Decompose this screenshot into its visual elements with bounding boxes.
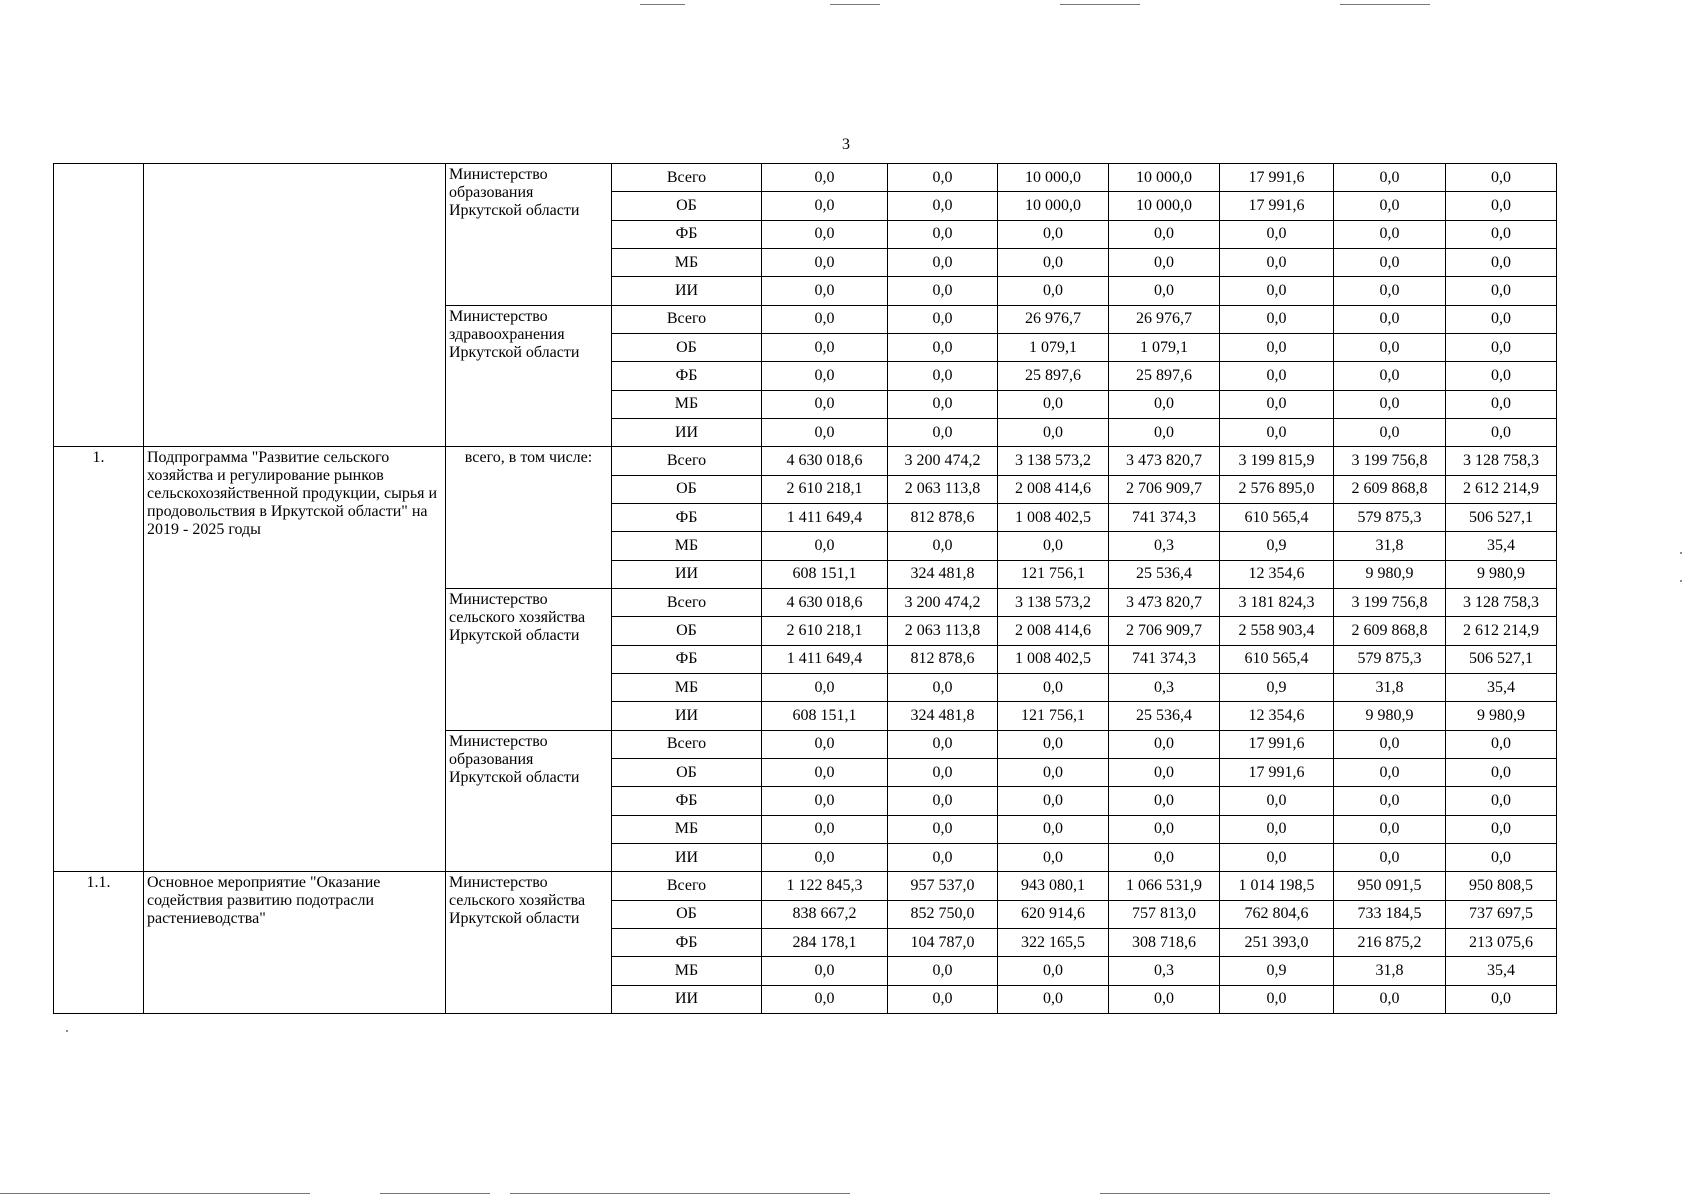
value-cell-2021: 1 008 402,5: [998, 503, 1109, 531]
value-cell-2019: 0,0: [762, 787, 888, 815]
value-cell-2024: 0,0: [1334, 390, 1446, 418]
table-row: [54, 447, 1557, 475]
executor-cell: всего, в том числе:: [446, 447, 612, 589]
value-cell-2025: 0,0: [1446, 730, 1557, 758]
value-cell-2023: 0,0: [1220, 815, 1334, 843]
value-cell-2024: 9 980,9: [1334, 702, 1446, 730]
value-cell-2025: 0,0: [1446, 390, 1557, 418]
value-cell-2021: 10 000,0: [998, 164, 1109, 192]
value-cell-2025: 0,0: [1446, 333, 1557, 361]
value-cell-2024: 0,0: [1334, 220, 1446, 248]
value-cell-2022: 0,0: [1109, 843, 1220, 871]
value-cell-2022: 0,0: [1109, 985, 1220, 1013]
value-cell-2022: 308 718,6: [1109, 928, 1220, 956]
funding-source-cell: ОБ: [612, 758, 762, 786]
value-cell-2024: 0,0: [1334, 730, 1446, 758]
value-cell-2025: 506 527,1: [1446, 645, 1557, 673]
value-cell-2025: 0,0: [1446, 248, 1557, 276]
value-cell-2020: 2 063 113,8: [888, 475, 998, 503]
value-cell-2024: 733 184,5: [1334, 900, 1446, 928]
value-cell-2025: 35,4: [1446, 532, 1557, 560]
value-cell-2023: 0,0: [1220, 985, 1334, 1013]
value-cell-2025: 737 697,5: [1446, 900, 1557, 928]
value-cell-2025: 35,4: [1446, 673, 1557, 701]
value-cell-2024: 0,0: [1334, 192, 1446, 220]
value-cell-2019: 1 122 845,3: [762, 872, 888, 900]
value-cell-2019: 0,0: [762, 248, 888, 276]
value-cell-2019: 0,0: [762, 305, 888, 333]
value-cell-2022: 741 374,3: [1109, 503, 1220, 531]
value-cell-2025: 3 128 758,3: [1446, 447, 1557, 475]
value-cell-2025: 213 075,6: [1446, 928, 1557, 956]
scan-artifact: [510, 1193, 850, 1194]
value-cell-2022: 0,3: [1109, 532, 1220, 560]
value-cell-2021: 1 008 402,5: [998, 645, 1109, 673]
value-cell-2019: 0,0: [762, 418, 888, 446]
value-cell-2024: 2 609 868,8: [1334, 475, 1446, 503]
value-cell-2019: 4 630 018,6: [762, 447, 888, 475]
value-cell-2022: 10 000,0: [1109, 164, 1220, 192]
value-cell-2020: 3 200 474,2: [888, 588, 998, 616]
value-cell-2021: 0,0: [998, 758, 1109, 786]
value-cell-2023: 17 991,6: [1220, 730, 1334, 758]
value-cell-2024: 3 199 756,8: [1334, 447, 1446, 475]
value-cell-2025: 2 612 214,9: [1446, 617, 1557, 645]
value-cell-2023: 2 576 895,0: [1220, 475, 1334, 503]
value-cell-2020: 0,0: [888, 192, 998, 220]
executor-cell: Министерство здравоохранения Иркутской области: [446, 305, 612, 447]
scan-artifact: [380, 1193, 490, 1194]
value-cell-2023: 12 354,6: [1220, 702, 1334, 730]
value-cell-2023: 0,9: [1220, 532, 1334, 560]
value-cell-2023: 0,0: [1220, 305, 1334, 333]
value-cell-2023: 2 558 903,4: [1220, 617, 1334, 645]
value-cell-2024: 31,8: [1334, 532, 1446, 560]
funding-source-cell: ФБ: [612, 787, 762, 815]
value-cell-2021: 2 008 414,6: [998, 617, 1109, 645]
value-cell-2022: 25 536,4: [1109, 560, 1220, 588]
value-cell-2022: 25 536,4: [1109, 702, 1220, 730]
table-row: [54, 164, 1557, 192]
executor-cell: Министерство сельского хозяйства Иркутской области: [446, 872, 612, 1014]
funding-source-cell: ФБ: [612, 362, 762, 390]
value-cell-2020: 852 750,0: [888, 900, 998, 928]
value-cell-2020: 0,0: [888, 220, 998, 248]
value-cell-2021: 2 008 414,6: [998, 475, 1109, 503]
value-cell-2021: 1 079,1: [998, 333, 1109, 361]
value-cell-2019: 0,0: [762, 815, 888, 843]
value-cell-2025: 0,0: [1446, 815, 1557, 843]
funding-source-cell: Всего: [612, 588, 762, 616]
item-name: Подпрограмма "Развитие сельского хозяйства и регулирование рынков сельскохозяйственной продукции, сырья и продовольствия в Иркутской области" на 2019 - 2025 годы: [144, 447, 446, 872]
funding-source-cell: ИИ: [612, 277, 762, 305]
value-cell-2022: 0,0: [1109, 277, 1220, 305]
value-cell-2023: 251 393,0: [1220, 928, 1334, 956]
value-cell-2021: 943 080,1: [998, 872, 1109, 900]
value-cell-2025: 2 612 214,9: [1446, 475, 1557, 503]
value-cell-2020: 0,0: [888, 532, 998, 560]
value-cell-2021: 25 897,6: [998, 362, 1109, 390]
value-cell-2025: 0,0: [1446, 787, 1557, 815]
value-cell-2020: 2 063 113,8: [888, 617, 998, 645]
value-cell-2022: 0,0: [1109, 787, 1220, 815]
value-cell-2020: 0,0: [888, 305, 998, 333]
value-cell-2022: 741 374,3: [1109, 645, 1220, 673]
funding-source-cell: ОБ: [612, 192, 762, 220]
value-cell-2025: 0,0: [1446, 843, 1557, 871]
value-cell-2019: 608 151,1: [762, 560, 888, 588]
value-cell-2022: 26 976,7: [1109, 305, 1220, 333]
value-cell-2025: 950 808,5: [1446, 872, 1557, 900]
value-cell-2024: 3 199 756,8: [1334, 588, 1446, 616]
value-cell-2022: 0,0: [1109, 815, 1220, 843]
funding-source-cell: МБ: [612, 532, 762, 560]
funding-source-cell: МБ: [612, 815, 762, 843]
value-cell-2019: 608 151,1: [762, 702, 888, 730]
value-cell-2023: 0,0: [1220, 787, 1334, 815]
value-cell-2024: 0,0: [1334, 815, 1446, 843]
value-cell-2022: 0,3: [1109, 957, 1220, 985]
value-cell-2020: 0,0: [888, 164, 998, 192]
value-cell-2021: 121 756,1: [998, 702, 1109, 730]
value-cell-2020: 0,0: [888, 957, 998, 985]
scan-artifact: [1680, 580, 1682, 582]
value-cell-2020: 957 537,0: [888, 872, 998, 900]
value-cell-2024: 579 875,3: [1334, 645, 1446, 673]
value-cell-2023: 0,0: [1220, 843, 1334, 871]
item-name: Основное мероприятие "Оказание содействия развитию подотрасли растениеводства": [144, 872, 446, 1014]
value-cell-2022: 3 473 820,7: [1109, 588, 1220, 616]
value-cell-2021: 0,0: [998, 787, 1109, 815]
funding-source-cell: МБ: [612, 673, 762, 701]
value-cell-2023: 17 991,6: [1220, 758, 1334, 786]
value-cell-2019: 4 630 018,6: [762, 588, 888, 616]
funding-source-cell: МБ: [612, 957, 762, 985]
funding-source-cell: ФБ: [612, 928, 762, 956]
value-cell-2023: 610 565,4: [1220, 503, 1334, 531]
value-cell-2024: 579 875,3: [1334, 503, 1446, 531]
value-cell-2022: 1 079,1: [1109, 333, 1220, 361]
value-cell-2023: 0,9: [1220, 957, 1334, 985]
value-cell-2019: 0,0: [762, 390, 888, 418]
funding-source-cell: ФБ: [612, 503, 762, 531]
funding-source-cell: ИИ: [612, 560, 762, 588]
value-cell-2019: 2 610 218,1: [762, 475, 888, 503]
value-cell-2022: 3 473 820,7: [1109, 447, 1220, 475]
value-cell-2024: 0,0: [1334, 362, 1446, 390]
value-cell-2022: 0,0: [1109, 758, 1220, 786]
value-cell-2023: 0,0: [1220, 220, 1334, 248]
value-cell-2025: 0,0: [1446, 362, 1557, 390]
value-cell-2023: 17 991,6: [1220, 164, 1334, 192]
scan-artifact: [1340, 4, 1430, 5]
value-cell-2021: 3 138 573,2: [998, 588, 1109, 616]
value-cell-2019: 838 667,2: [762, 900, 888, 928]
funding-source-cell: ИИ: [612, 843, 762, 871]
funding-source-cell: ОБ: [612, 475, 762, 503]
item-number: [54, 164, 144, 447]
value-cell-2020: 0,0: [888, 758, 998, 786]
budget-table: [53, 163, 1557, 1014]
value-cell-2021: 0,0: [998, 815, 1109, 843]
value-cell-2024: 2 609 868,8: [1334, 617, 1446, 645]
page-number: 3: [842, 136, 850, 153]
value-cell-2023: 3 181 824,3: [1220, 588, 1334, 616]
funding-source-cell: Всего: [612, 305, 762, 333]
value-cell-2020: 0,0: [888, 843, 998, 871]
value-cell-2025: 506 527,1: [1446, 503, 1557, 531]
value-cell-2023: 762 804,6: [1220, 900, 1334, 928]
value-cell-2022: 0,0: [1109, 730, 1220, 758]
value-cell-2019: 0,0: [762, 985, 888, 1013]
value-cell-2023: 0,0: [1220, 333, 1334, 361]
value-cell-2021: 0,0: [998, 957, 1109, 985]
scan-artifact: [0, 1193, 310, 1194]
value-cell-2020: 3 200 474,2: [888, 447, 998, 475]
value-cell-2024: 0,0: [1334, 758, 1446, 786]
value-cell-2019: 0,0: [762, 843, 888, 871]
value-cell-2021: 620 914,6: [998, 900, 1109, 928]
value-cell-2022: 0,0: [1109, 248, 1220, 276]
value-cell-2019: 0,0: [762, 957, 888, 985]
value-cell-2023: 3 199 815,9: [1220, 447, 1334, 475]
value-cell-2022: 0,0: [1109, 220, 1220, 248]
value-cell-2019: 284 178,1: [762, 928, 888, 956]
value-cell-2021: 0,0: [998, 220, 1109, 248]
value-cell-2021: 0,0: [998, 985, 1109, 1013]
item-name: [144, 164, 446, 447]
executor-cell: Министерство образования Иркутской области: [446, 164, 612, 306]
value-cell-2025: 9 980,9: [1446, 560, 1557, 588]
value-cell-2025: 9 980,9: [1446, 702, 1557, 730]
value-cell-2022: 2 706 909,7: [1109, 475, 1220, 503]
value-cell-2021: 322 165,5: [998, 928, 1109, 956]
value-cell-2022: 0,0: [1109, 418, 1220, 446]
funding-source-cell: МБ: [612, 390, 762, 418]
value-cell-2021: 0,0: [998, 843, 1109, 871]
value-cell-2024: 0,0: [1334, 333, 1446, 361]
value-cell-2025: 0,0: [1446, 418, 1557, 446]
value-cell-2025: 0,0: [1446, 164, 1557, 192]
value-cell-2020: 0,0: [888, 815, 998, 843]
value-cell-2020: 0,0: [888, 985, 998, 1013]
value-cell-2020: 324 481,8: [888, 560, 998, 588]
value-cell-2023: 0,0: [1220, 248, 1334, 276]
value-cell-2020: 0,0: [888, 418, 998, 446]
value-cell-2021: 0,0: [998, 277, 1109, 305]
value-cell-2024: 0,0: [1334, 985, 1446, 1013]
funding-source-cell: ОБ: [612, 617, 762, 645]
value-cell-2023: 610 565,4: [1220, 645, 1334, 673]
value-cell-2022: 0,3: [1109, 673, 1220, 701]
value-cell-2020: 0,0: [888, 248, 998, 276]
value-cell-2024: 950 091,5: [1334, 872, 1446, 900]
scan-artifact: [1060, 4, 1140, 5]
value-cell-2020: 0,0: [888, 673, 998, 701]
value-cell-2023: 0,0: [1220, 362, 1334, 390]
value-cell-2020: 812 878,6: [888, 503, 998, 531]
value-cell-2024: 0,0: [1334, 418, 1446, 446]
value-cell-2024: 0,0: [1334, 787, 1446, 815]
value-cell-2025: 0,0: [1446, 192, 1557, 220]
value-cell-2024: 31,8: [1334, 673, 1446, 701]
value-cell-2024: 216 875,2: [1334, 928, 1446, 956]
value-cell-2021: 0,0: [998, 248, 1109, 276]
value-cell-2024: 0,0: [1334, 843, 1446, 871]
value-cell-2021: 0,0: [998, 532, 1109, 560]
value-cell-2019: 0,0: [762, 673, 888, 701]
value-cell-2025: 35,4: [1446, 957, 1557, 985]
value-cell-2019: 1 411 649,4: [762, 503, 888, 531]
value-cell-2019: 0,0: [762, 333, 888, 361]
scan-artifact: [66, 1030, 68, 1032]
funding-source-cell: ИИ: [612, 702, 762, 730]
value-cell-2023: 0,0: [1220, 277, 1334, 305]
value-cell-2023: 0,0: [1220, 390, 1334, 418]
value-cell-2025: 0,0: [1446, 277, 1557, 305]
value-cell-2021: 0,0: [998, 730, 1109, 758]
value-cell-2022: 25 897,6: [1109, 362, 1220, 390]
value-cell-2021: 10 000,0: [998, 192, 1109, 220]
funding-source-cell: ФБ: [612, 220, 762, 248]
value-cell-2023: 0,9: [1220, 673, 1334, 701]
value-cell-2023: 0,0: [1220, 418, 1334, 446]
value-cell-2025: 0,0: [1446, 758, 1557, 786]
value-cell-2021: 3 138 573,2: [998, 447, 1109, 475]
value-cell-2021: 26 976,7: [998, 305, 1109, 333]
value-cell-2023: 12 354,6: [1220, 560, 1334, 588]
value-cell-2019: 2 610 218,1: [762, 617, 888, 645]
scan-artifact: [640, 4, 685, 5]
value-cell-2019: 1 411 649,4: [762, 645, 888, 673]
value-cell-2019: 0,0: [762, 277, 888, 305]
funding-source-cell: ОБ: [612, 900, 762, 928]
value-cell-2020: 0,0: [888, 333, 998, 361]
value-cell-2021: 0,0: [998, 673, 1109, 701]
value-cell-2022: 0,0: [1109, 390, 1220, 418]
value-cell-2024: 0,0: [1334, 248, 1446, 276]
funding-source-cell: ОБ: [612, 333, 762, 361]
value-cell-2019: 0,0: [762, 532, 888, 560]
item-number: 1.1.: [54, 872, 144, 1014]
value-cell-2024: 31,8: [1334, 957, 1446, 985]
value-cell-2022: 1 066 531,9: [1109, 872, 1220, 900]
value-cell-2019: 0,0: [762, 192, 888, 220]
table-row: [54, 872, 1557, 900]
value-cell-2019: 0,0: [762, 220, 888, 248]
value-cell-2024: 0,0: [1334, 305, 1446, 333]
value-cell-2025: 0,0: [1446, 305, 1557, 333]
scan-artifact: [830, 4, 880, 5]
value-cell-2022: 2 706 909,7: [1109, 617, 1220, 645]
value-cell-2020: 0,0: [888, 277, 998, 305]
value-cell-2020: 0,0: [888, 362, 998, 390]
value-cell-2025: 3 128 758,3: [1446, 588, 1557, 616]
value-cell-2020: 812 878,6: [888, 645, 998, 673]
value-cell-2019: 0,0: [762, 362, 888, 390]
value-cell-2024: 0,0: [1334, 277, 1446, 305]
value-cell-2020: 324 481,8: [888, 702, 998, 730]
value-cell-2021: 121 756,1: [998, 560, 1109, 588]
value-cell-2024: 9 980,9: [1334, 560, 1446, 588]
executor-cell: Министерство образования Иркутской области: [446, 730, 612, 872]
value-cell-2020: 0,0: [888, 730, 998, 758]
funding-source-cell: Всего: [612, 447, 762, 475]
value-cell-2025: 0,0: [1446, 985, 1557, 1013]
funding-source-cell: Всего: [612, 730, 762, 758]
value-cell-2021: 0,0: [998, 390, 1109, 418]
value-cell-2020: 104 787,0: [888, 928, 998, 956]
funding-source-cell: Всего: [612, 872, 762, 900]
value-cell-2019: 0,0: [762, 758, 888, 786]
funding-source-cell: МБ: [612, 248, 762, 276]
value-cell-2022: 10 000,0: [1109, 192, 1220, 220]
value-cell-2021: 0,0: [998, 418, 1109, 446]
value-cell-2023: 1 014 198,5: [1220, 872, 1334, 900]
funding-source-cell: ИИ: [612, 985, 762, 1013]
funding-source-cell: ИИ: [612, 418, 762, 446]
scan-artifact: [1100, 1193, 1550, 1194]
value-cell-2020: 0,0: [888, 787, 998, 815]
value-cell-2022: 757 813,0: [1109, 900, 1220, 928]
funding-source-cell: Всего: [612, 164, 762, 192]
value-cell-2020: 0,0: [888, 390, 998, 418]
value-cell-2023: 17 991,6: [1220, 192, 1334, 220]
value-cell-2019: 0,0: [762, 730, 888, 758]
value-cell-2025: 0,0: [1446, 220, 1557, 248]
value-cell-2019: 0,0: [762, 164, 888, 192]
funding-source-cell: ФБ: [612, 645, 762, 673]
executor-cell: Министерство сельского хозяйства Иркутской области: [446, 588, 612, 730]
scan-artifact: [1680, 552, 1682, 554]
item-number: 1.: [54, 447, 144, 872]
value-cell-2024: 0,0: [1334, 164, 1446, 192]
